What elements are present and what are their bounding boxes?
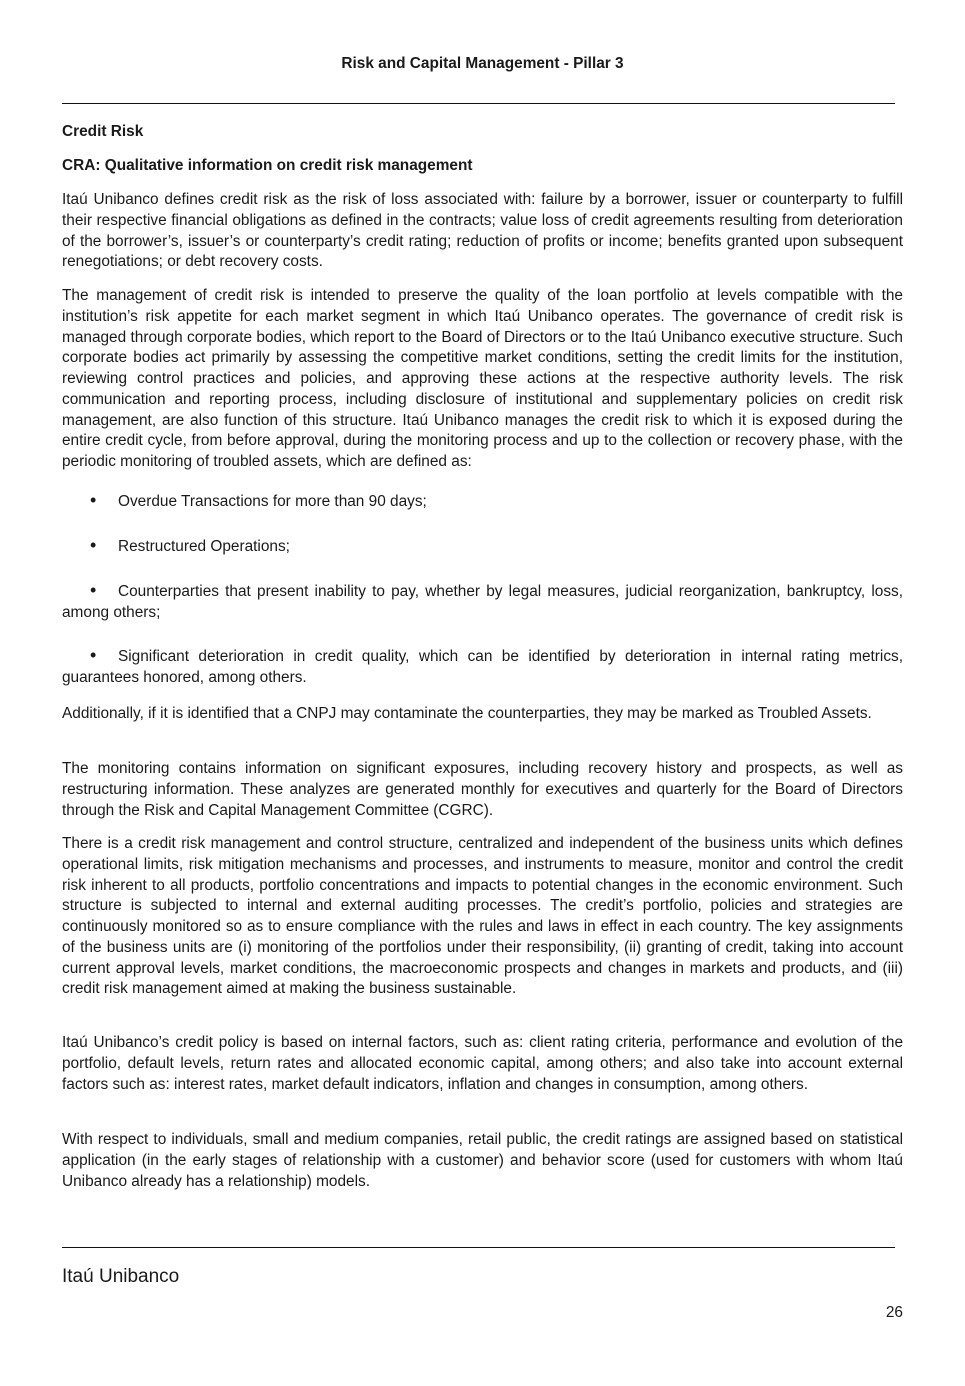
page-header-title: Risk and Capital Management - Pillar 3: [341, 55, 624, 72]
paragraph: Itaú Unibanco defines credit risk as the risk of loss associated with: failure by a borrower, issuer or counterparty to fulfill their respective financial obligations as defined in the contracts; value loss of credit agreements resulting from deterioration of the borrower’s, issuer’s or counterparty’s credit rating; reduction of profits or income; benefits granted upon subsequent renegotiations; or debt recovery costs.: [62, 191, 903, 271]
bullet-icon: •: [90, 490, 97, 510]
paragraph: There is a credit risk management and control structure, centralized and independent of the business units which defines operational limits, risk mitigation mechanisms and processes, and instruments to measure, monitor and control the credit risk inherent to all products, portfolio concentrations and impacts to potential changes in the economic environment. Such structure is subjected to internal and external auditing processes. The credit’s portfolio, policies and strategies are continuously monitored so as to ensure compliance with the rules and laws in effect in each country. The key assignments of the business units are (i) monitoring of the portfolios under their responsibility, (ii) granting of credit, taking into account current approval levels, market conditions, the macroeconomic prospects and changes in markets and products, and (iii) credit risk management aimed at making the business sustainable.: [62, 835, 903, 998]
paragraph: Additionally, if it is identified that a CNPJ may contaminate the counterparties, they may be marked as Troubled Assets.: [62, 705, 872, 722]
bullet-item: [62, 647, 903, 689]
header-rule: [62, 103, 895, 104]
bullet-text: Restructured Operations;: [118, 538, 290, 555]
bullet-item: [62, 537, 903, 558]
page-number: 26: [885, 1304, 903, 1321]
bullet-item: [62, 492, 903, 513]
bullet-icon: •: [90, 535, 97, 555]
subsection-title: CRA: Qualitative information on credit risk management: [62, 157, 473, 174]
paragraph: Itaú Unibanco’s credit policy is based on internal factors, such as: client rating criteria, performance and evolution of the portfolio, default levels, return rates and allocated economic capital, among others; and also take into account external factors such as: interest rates, market default indicators, inflation and changes in consumption, among others.: [62, 1034, 903, 1093]
bullet-icon: •: [90, 645, 97, 665]
bullet-text: Counterparties that present inability to pay, whether by legal measures, judicial reorganization, bankruptcy, loss, among others;: [62, 583, 903, 621]
section-title: Credit Risk: [62, 123, 144, 140]
paragraph: The management of credit risk is intended to preserve the quality of the loan portfolio at levels compatible with the institution’s risk appetite for each market segment in which Itaú Unibanco operates. The governance of credit risk is managed through corporate bodies, which report to the Board of Directors or to the Itaú Unibanco executive structure. Such corporate bodies act primarily by assessing the competitive market conditions, setting the credit limits for the institution, reviewing control practices and policies, and approving these actions at the respective authority levels. The risk communication and reporting process, including disclosure of institutional and supplementary policies on credit risk management, are also function of this structure. Itaú Unibanco manages the credit risk to which it is exposed during the entire credit cycle, from before approval, during the monitoring process and up to the collection or recovery phase, with the periodic monitoring of troubled assets, which are defined as:: [62, 287, 903, 470]
bullet-item: [62, 582, 903, 624]
paragraph: With respect to individuals, small and medium companies, retail public, the credit ratings are assigned based on statistical application (in the early stages of relationship with a customer) and behavior score (used for customers with whom Itaú Unibanco already has a relationship) models.: [62, 1131, 903, 1190]
bullet-text: Overdue Transactions for more than 90 days;: [118, 493, 427, 510]
bullet-text: Significant deterioration in credit quality, which can be identified by deterioration in internal rating metrics, guarantees honored, among others.: [62, 648, 903, 686]
paragraph: The monitoring contains information on significant exposures, including recovery history and prospects, as well as restructuring information. These analyzes are generated monthly for executives and quarterly for the Board of Directors through the Risk and Capital Management Committee (CGRC).: [62, 760, 903, 819]
bullet-icon: •: [90, 580, 97, 600]
footer-rule: [62, 1247, 895, 1248]
footer-company: Itaú Unibanco: [62, 1266, 180, 1287]
